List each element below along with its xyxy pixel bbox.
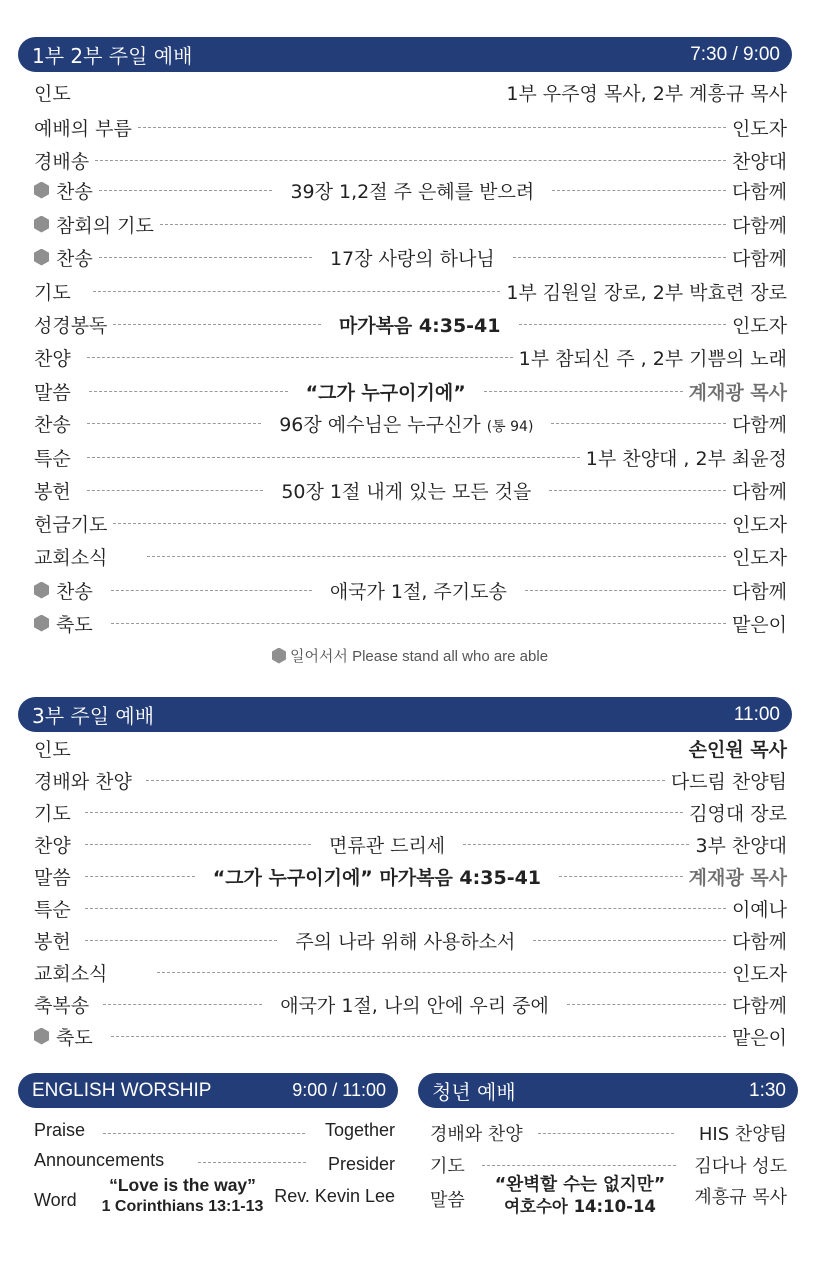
stand-marker-icon: [272, 648, 286, 664]
row-right: 1부 김원일 장로, 2부 박효련 장로: [506, 281, 787, 304]
row-right: 인도자: [731, 314, 788, 337]
preacher-name: 계재광 목사: [688, 381, 787, 404]
dotted-leader: [482, 1165, 676, 1166]
row-right: 인도자: [731, 117, 787, 140]
row-label: 인도: [34, 82, 71, 105]
row-right: 김영대 장로: [689, 802, 787, 825]
order-row: [34, 208, 787, 240]
row-label: 경배와 찬양: [34, 770, 132, 793]
row-label: 교회소식: [34, 546, 108, 569]
dotted-leader: [111, 1036, 726, 1037]
english-sermon-scripture: 1 Corinthians 13:1-13: [101, 1198, 264, 1215]
order-row: [34, 796, 787, 828]
row-label: 봉헌: [34, 480, 71, 503]
row-label: 참회의 기도: [56, 214, 154, 237]
dotted-leader: [87, 490, 264, 491]
row-right: 다함께: [731, 994, 788, 1017]
section-header-1-2: [18, 37, 792, 72]
standing-note: [0, 645, 820, 666]
scripture-reading: 마가복음 4:35-41: [338, 314, 501, 337]
dotted-leader: [484, 391, 683, 392]
section-time: 9:00 / 11:00: [292, 1080, 386, 1100]
row-right: 다함께: [731, 413, 787, 436]
english-sermon-title: “Love is the way”: [109, 1175, 256, 1195]
row-label: 예배의 부름: [34, 117, 132, 140]
dotted-leader: [198, 1162, 306, 1163]
dotted-leader: [111, 623, 726, 624]
order-row: [34, 828, 787, 860]
order-row: [34, 474, 787, 506]
dotted-leader: [85, 940, 278, 941]
row-label: 기도: [34, 281, 71, 304]
stand-marker-icon: [34, 582, 49, 599]
english-sermon: [90, 1174, 275, 1218]
row-right: 다함께: [731, 214, 787, 237]
row-right: 1부 찬양대 , 2부 최윤정: [585, 447, 787, 470]
order-row: [34, 956, 787, 988]
dotted-leader: [89, 391, 288, 392]
row-right: 손인원 목사: [688, 738, 787, 761]
row-right: 3부 찬양대: [695, 834, 787, 857]
stand-marker-icon: [34, 615, 49, 632]
youth-preacher: 계흥규 목사: [694, 1187, 787, 1208]
row-right: 다함께: [731, 180, 787, 203]
order-row: [34, 241, 787, 273]
row-right: 다함께: [731, 247, 788, 270]
row-right: 다함께: [731, 480, 788, 503]
youth-sermon-title: “완벽할 수는 없지만”: [494, 1175, 666, 1195]
dotted-leader: [85, 876, 195, 877]
row-center: 50장 1절 내게 있는 모든 것을: [281, 480, 532, 503]
english-announcements-right: Presider: [327, 1154, 395, 1174]
row-right: 맡은이: [731, 613, 787, 636]
english-praise-right: Together: [324, 1120, 395, 1140]
dotted-leader: [85, 908, 726, 909]
section-title: 1부 2부 주일 예배: [32, 44, 193, 68]
row-label: 축복송: [34, 994, 90, 1017]
sermon-title: “그가 누구이기에”: [305, 381, 466, 404]
order-row: [34, 988, 787, 1020]
row-label: 인도: [34, 738, 71, 761]
youth-word-label: 말씀: [430, 1190, 465, 1211]
order-row: [34, 341, 787, 373]
dotted-leader: [99, 190, 273, 191]
stand-marker-icon: [34, 1028, 49, 1045]
dotted-leader: [93, 291, 501, 292]
row-right: 인도자: [731, 962, 787, 985]
order-row: [34, 308, 787, 340]
row-label: 찬양: [34, 834, 71, 857]
row-center: 면류관 드리세: [329, 834, 446, 857]
youth-prayer-right: 김다나 성도: [694, 1156, 787, 1177]
row-label: 찬송: [56, 247, 93, 270]
order-row: [34, 111, 787, 143]
section-title: 3부 주일 예배: [32, 704, 155, 728]
dotted-leader: [147, 556, 726, 557]
row-label: 헌금기도: [34, 513, 108, 536]
row-label: 찬양: [34, 347, 71, 370]
order-row: [34, 76, 787, 108]
row-center: 주의 나라 위해 사용하소서: [295, 930, 516, 953]
youth-worship-header: [418, 1073, 798, 1108]
order-row: [34, 407, 787, 439]
dotted-leader: [87, 357, 513, 358]
row-center: 39장 1,2절 주 은혜를 받으려: [290, 180, 535, 203]
dotted-leader: [87, 457, 580, 458]
order-row: [34, 375, 787, 407]
section-title: 청년 예배: [432, 1080, 516, 1104]
row-right: 맡은이: [731, 1026, 787, 1049]
row-label: 경배송: [34, 150, 90, 173]
dotted-leader: [463, 844, 689, 845]
sermon-title: “그가 누구이기에” 마가복음 4:35-41: [212, 866, 542, 889]
order-row: [34, 607, 787, 639]
dotted-leader: [559, 876, 683, 877]
section-title: ENGLISH WORSHIP: [32, 1079, 212, 1101]
order-row: [34, 764, 787, 796]
youth-praise-right: HIS 찬양팀: [698, 1124, 787, 1145]
youth-sermon: [480, 1174, 680, 1218]
order-row: [34, 860, 787, 892]
section-time: 11:00: [733, 703, 780, 725]
english-praise-label: Praise: [34, 1120, 86, 1140]
dotted-leader: [160, 224, 726, 225]
dotted-leader: [551, 423, 726, 424]
row-label: 봉헌: [34, 930, 71, 953]
order-row: [34, 275, 787, 307]
english-word-label: Word: [34, 1190, 77, 1210]
row-label: 축도: [56, 1026, 93, 1049]
row-center: 17장 사랑의 하나님: [329, 247, 495, 270]
row-label: 찬송: [56, 580, 93, 603]
youth-prayer-label: 기도: [430, 1156, 465, 1177]
row-center: 애국가 1절, 나의 안에 우리 중에: [280, 994, 549, 1017]
dotted-leader: [95, 160, 726, 161]
english-announcements-label: Announcements: [34, 1150, 165, 1170]
order-row: [34, 574, 787, 606]
stand-marker-icon: [34, 249, 49, 266]
row-center: 애국가 1절, 주기도송: [329, 580, 507, 603]
dotted-leader: [113, 523, 726, 524]
dotted-leader: [99, 257, 312, 258]
stand-marker-icon: [34, 182, 49, 199]
row-right: 1부 참되신 주 , 2부 기쁨의 노래: [518, 347, 787, 370]
dotted-leader: [111, 590, 312, 591]
row-label: 축도: [56, 613, 93, 636]
row-center: 96장 예수님은 누구신가: [279, 413, 481, 436]
row-label: 말씀: [34, 866, 71, 889]
preacher-name: 계재광 목사: [688, 866, 787, 889]
row-label: 말씀: [34, 381, 71, 404]
row-label: 성경봉독: [34, 314, 108, 337]
dotted-leader: [113, 324, 320, 325]
row-right: 1부 우주영 목사, 2부 계흥규 목사: [506, 82, 787, 105]
order-row: [34, 540, 787, 572]
section-header-3: [18, 697, 792, 732]
dotted-leader: [525, 590, 726, 591]
dotted-leader: [549, 490, 726, 491]
english-worship-header: [18, 1073, 398, 1108]
dotted-leader: [552, 190, 726, 191]
dotted-leader: [513, 257, 726, 258]
dotted-leader: [103, 1004, 262, 1005]
order-row: [34, 507, 787, 539]
row-right: 찬양대: [731, 150, 787, 173]
dotted-leader: [519, 324, 726, 325]
row-right: 인도자: [731, 513, 787, 536]
row-right: 다함께: [731, 930, 788, 953]
order-row: [34, 892, 787, 924]
dotted-leader: [85, 812, 683, 813]
row-label: 찬송: [34, 413, 71, 436]
order-row: [34, 732, 787, 764]
section-time: 7:30 / 9:00: [690, 43, 780, 65]
row-center-note: (통 94): [486, 418, 534, 435]
order-row: [34, 144, 787, 176]
dotted-leader: [85, 844, 311, 845]
dotted-leader: [103, 1133, 305, 1134]
dotted-leader: [567, 1004, 726, 1005]
row-label: 특순: [34, 447, 71, 470]
dotted-leader: [146, 780, 665, 781]
dotted-leader: [157, 972, 726, 973]
dotted-leader: [533, 940, 726, 941]
order-row: [34, 1020, 787, 1052]
english-preacher: Rev. Kevin Lee: [274, 1186, 395, 1206]
row-label: 특순: [34, 898, 71, 921]
stand-marker-icon: [34, 216, 49, 233]
youth-sermon-scripture: 여호수아 14:10-14: [504, 1197, 656, 1216]
section-time: 1:30: [749, 1079, 786, 1101]
order-row: [34, 924, 787, 956]
row-right: 다함께: [731, 580, 788, 603]
order-row: [34, 174, 787, 206]
row-right: 인도자: [731, 546, 787, 569]
standing-note-text: 일어서서 Please stand all who are able: [289, 648, 549, 665]
row-label: 교회소식: [34, 962, 108, 985]
row-label: 찬송: [56, 180, 93, 203]
dotted-leader: [87, 423, 262, 424]
row-right: 다드림 찬양팀: [670, 770, 787, 793]
youth-praise-label: 경배와 찬양: [430, 1124, 523, 1145]
dotted-leader: [138, 127, 726, 128]
row-right: 이예나: [731, 898, 787, 921]
dotted-leader: [538, 1133, 674, 1134]
order-row: [34, 441, 787, 473]
row-label: 기도: [34, 802, 71, 825]
